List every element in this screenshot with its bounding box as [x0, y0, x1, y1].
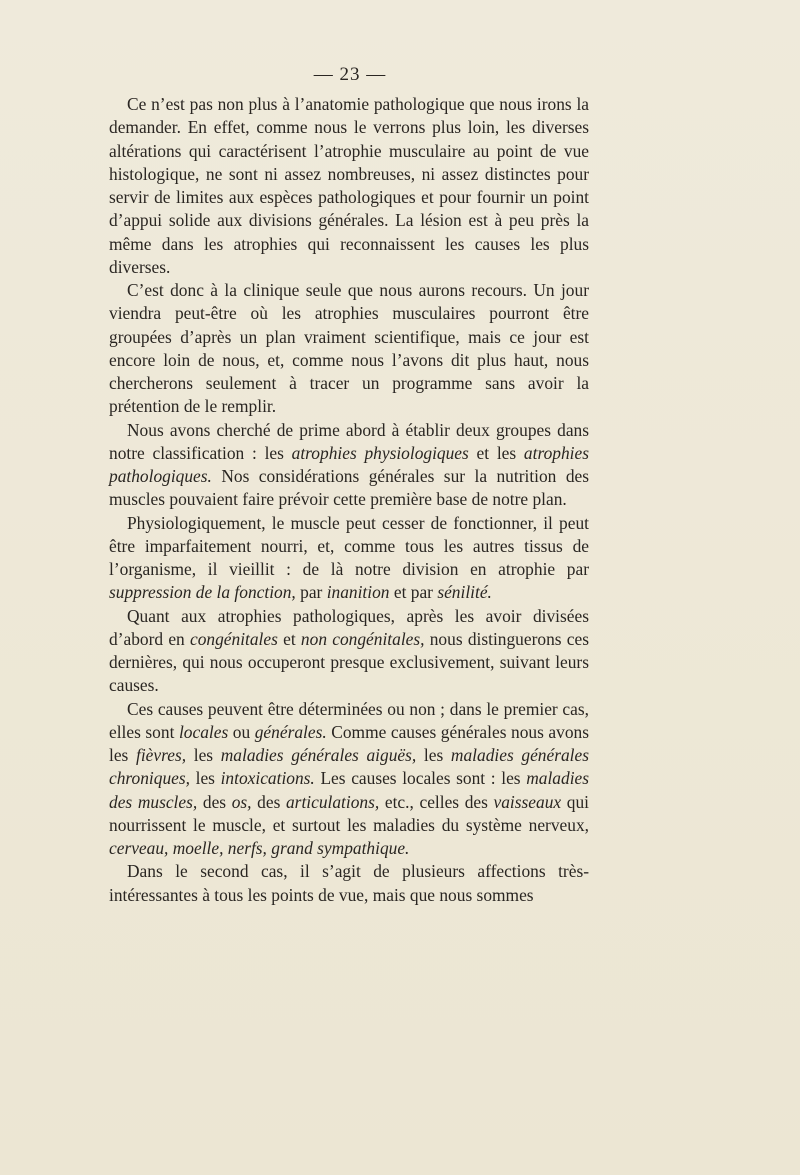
paragraph [109, 279, 589, 419]
text-run: des [197, 791, 232, 812]
text-run: les [416, 745, 451, 765]
text-run: nous distinguerons ces dernières, qui nous occuperont presque exclusivement, suivant leurs causes. [109, 628, 589, 696]
text-run: Quant aux atrophies pathologiques, après les avoir divisées d’abord en [109, 605, 589, 649]
text-run: les [186, 745, 221, 765]
text-run: C’est donc à la clinique seule que nous aurons recours. Un jour viendra peut-être où les atrophies musculaires pourront être groupées d’après un plan vraiment scientifique, mais ce jour est encore loin de nous, et, comme nous l’avons dit plus haut, nous chercherons seulement à tracer un programme sans avoir la prétention de le remplir. [109, 280, 589, 417]
text-run: ou [228, 721, 255, 742]
italic-run: congénitales [189, 628, 278, 649]
italic-run: non congénitales, [300, 628, 425, 649]
paragraph [109, 512, 589, 605]
text-run: les [189, 768, 221, 789]
paragraph [109, 605, 589, 698]
text-run: Comme causes générales nous avons les [109, 721, 589, 765]
italic-run: intoxications. [220, 768, 315, 789]
paragraph [109, 93, 589, 279]
text-run: qui nourrissent le muscle, et surtout les maladies du système nerveux, [109, 791, 589, 835]
italic-run: sénilité. [437, 582, 492, 603]
text-run: Ce n’est pas non plus à l’anatomie pathologique que nous irons la demander. En effet, comme nous le verrons plus loin, les diverses altérations qui caractérisent l’atrophie musculaire au point de vue histologique, ne sont ni assez nombreuses, ni assez distinctes pour servir de limites aux espèces pathologiques et pour fournir un point d’appui solide aux divisions générales. La lésion est à peu près la même dans les atrophies qui reconnaissent les causes les plus diverses. [109, 94, 589, 277]
italic-run: cerveau, moelle, nerfs, grand sympathique. [109, 838, 410, 858]
page-number: — 23 — [313, 64, 387, 85]
text-run: etc., celles des [379, 791, 494, 812]
italic-run: suppression de la fonction, [109, 582, 296, 603]
italic-run: générales. [254, 721, 327, 742]
paragraph [109, 698, 589, 861]
body-text [109, 93, 589, 907]
italic-run: fièvres, [136, 745, 187, 765]
text-run: et les [468, 442, 524, 463]
text-run: Nous avons cherché de prime abord à établir deux groupes dans notre classification : les [109, 419, 589, 463]
text-run: Dans le second cas, il s’agit de plusieurs affections très-intéressantes à tous les points de vue, mais que nous sommes [109, 861, 589, 905]
italic-run: maladies générales chroniques, [109, 745, 589, 789]
italic-run: inanition [326, 582, 390, 603]
italic-run: maladies générales aiguës, [220, 745, 417, 765]
italic-run: locales [178, 721, 229, 742]
italic-run: vaisseaux [493, 791, 562, 812]
text-run: Physiologiquement, le muscle peut cesser de fonctionner, il peut être imparfaitement nourri, et, comme tous les autres tissus de l’organisme, il vieillit : de là notre division en atrophie par [109, 512, 589, 579]
text-run: des [251, 791, 286, 812]
text-run: Les causes locales sont : les [314, 768, 527, 789]
italic-run: atrophies physiologiques [291, 442, 469, 463]
text-run: et par [389, 582, 438, 603]
italic-run: os, [231, 791, 252, 812]
paragraph [109, 860, 589, 907]
italic-run: articulations, [285, 791, 380, 812]
paragraph [109, 419, 589, 512]
italic-run: maladies des muscles, [109, 768, 590, 812]
text-run: et [277, 628, 301, 649]
italic-run: atrophies pathologiques. [109, 442, 589, 486]
text-run: Ces causes peuvent être déterminées ou non ; dans le premier cas, elles sont [109, 698, 589, 742]
text-run: par [295, 582, 327, 603]
text-run: Nos considérations générales sur la nutrition des muscles pouvaient faire prévoir cette première base de notre plan. [109, 466, 589, 510]
